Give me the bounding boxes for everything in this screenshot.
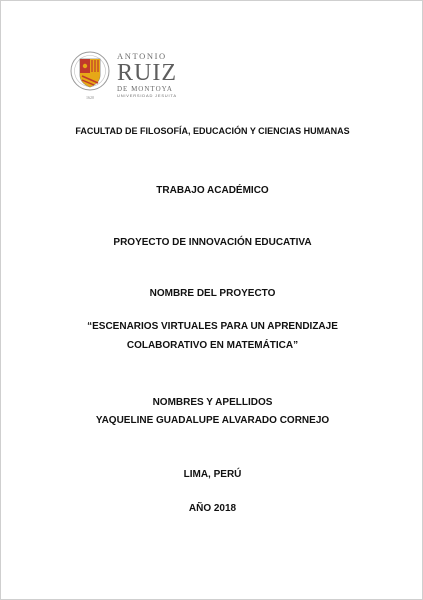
project-name-label: NOMBRE DEL PROYECTO — [149, 288, 276, 299]
logo-line-universidad: UNIVERSIDAD JESUITA — [117, 93, 177, 98]
logo-line-de-montoya: DE MONTOYA — [117, 85, 173, 93]
year: AÑO 2018 — [188, 503, 237, 514]
project-title-line-1: “ESCENARIOS VIRTUALES PARA UN APRENDIZAJE — [87, 321, 338, 332]
logo-line-antonio: ANTONIO — [117, 51, 167, 61]
svg-text:1620: 1620 — [86, 95, 94, 100]
author-name: YAQUELINE GUADALUPE ALVARADO CORNEJO — [95, 415, 330, 426]
university-wordmark — [117, 51, 189, 99]
university-seal-icon — [69, 47, 111, 103]
university-logo — [69, 47, 189, 103]
work-type: TRABAJO ACADÉMICO — [156, 185, 269, 196]
project-title-line-2: COLABORATIVO EN MATEMÁTICA” — [126, 340, 299, 351]
place: LIMA, PERÚ — [183, 469, 242, 480]
program-name: PROYECTO DE INNOVACIÓN EDUCATIVA — [113, 237, 312, 248]
logo-line-ruiz: RUIZ — [117, 60, 177, 86]
faculty-name: FACULTAD DE FILOSOFÍA, EDUCACIÓN Y CIENCIAS HUMANAS — [75, 126, 350, 136]
author-label: NOMBRES Y APELLIDOS — [152, 397, 273, 408]
